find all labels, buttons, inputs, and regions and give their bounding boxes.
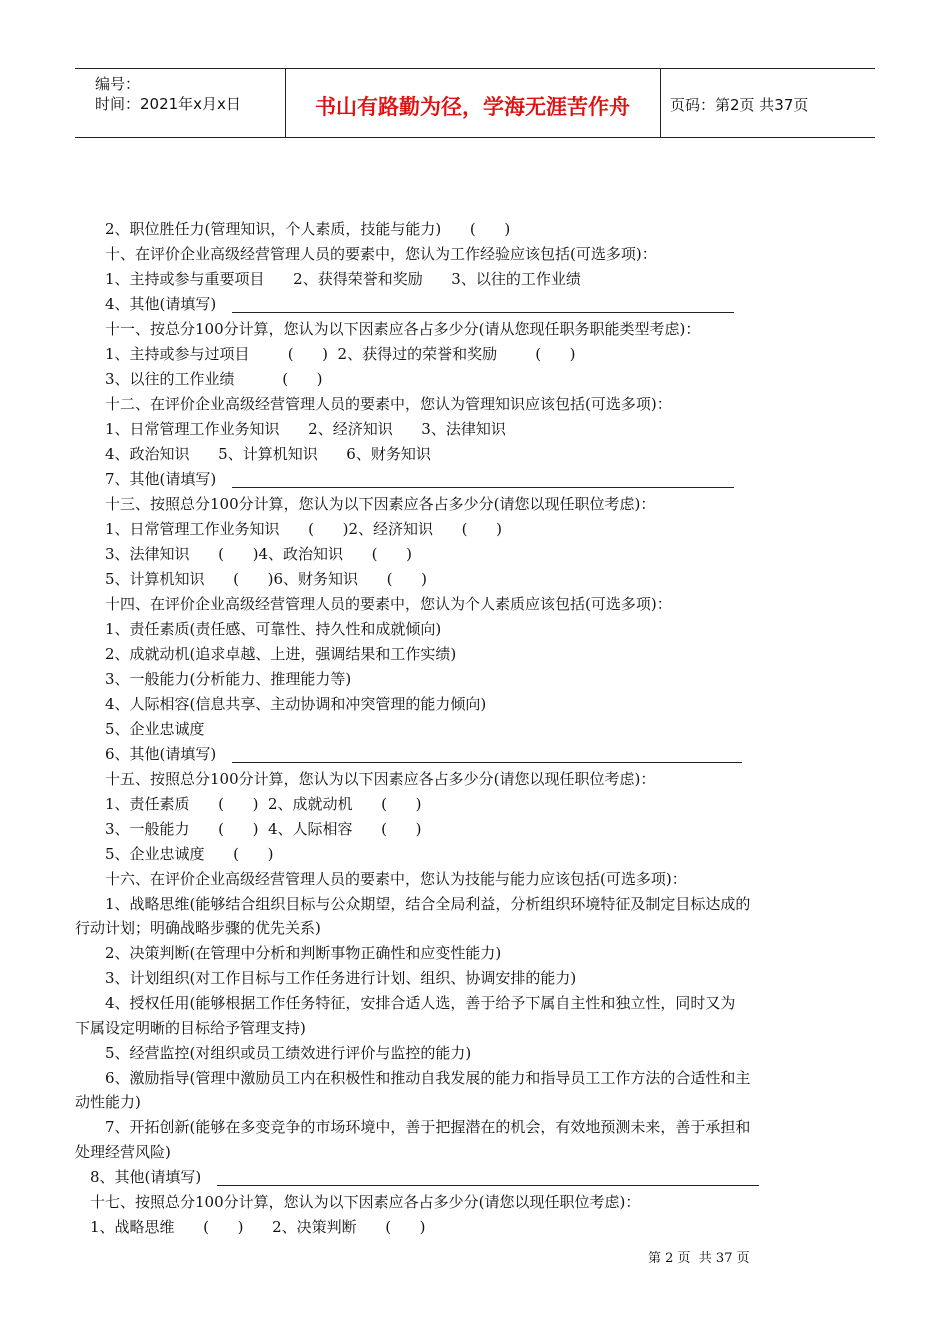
text-line: 行动计划；明确战略步骤的优先关系): [75, 919, 321, 937]
text-line: 3、以往的工作业绩 ( ): [105, 370, 323, 388]
text-line: 3、法律知识 ( )4、政治知识 ( ): [105, 545, 412, 563]
text-line: 7、开拓创新(能够在多变竞争的市场环境中，善于把握潜在的机会，有效地预测未来，善于承担和: [105, 1118, 751, 1136]
text-line: 十二、在评价企业高级经营管理人员的要素中，您认为管理知识应该包括(可选多项)：: [105, 395, 672, 413]
text-line: 4、授权任用(能够根据工作任务特征，安排合适人选，善于给予下属自主性和独立性，同时又为: [105, 994, 736, 1012]
text-line: 1、战略思维 ( ) 2、决策判断 ( ): [90, 1218, 426, 1236]
text-line: 2、职位胜任力(管理知识，个人素质，技能与能力) ( ): [105, 220, 511, 238]
text-line: 动性能力): [75, 1093, 141, 1111]
text-line: 处理经营风险): [75, 1143, 171, 1161]
text-line: 5、企业忠诚度 ( ): [105, 845, 274, 863]
text-line: 1、责任素质(责任感、可靠性、持久性和成就倾向): [105, 620, 442, 638]
text-line: 十五、按照总分100分计算，您认为以下因素应各占多少分(请您以现任职位考虑)：: [105, 770, 656, 788]
page-footer: 第 2 页 共 37 页: [648, 1251, 750, 1266]
text-line: 6、激励指导(管理中激励员工内在积极性和推动自我发展的能力和指导员工工作方法的合适性和主: [105, 1069, 751, 1087]
text-line: 4、人际相容(信息共享、主动协调和冲突管理的能力倾向): [105, 695, 487, 713]
text-line: 十三、按照总分100分计算，您认为以下因素应各占多少分(请您以现任职位考虑)：: [105, 495, 656, 513]
text-line: 1、责任素质 ( ) 2、成就动机 ( ): [105, 795, 422, 813]
fill-in-blank: [232, 487, 734, 488]
text-line: 1、日常管理工作业务知识 ( )2、经济知识 ( ): [105, 520, 502, 538]
text-line: 1、日常管理工作业务知识 2、经济知识 3、法律知识: [105, 420, 506, 438]
text-line: 5、经营监控(对组织或员工绩效进行评价与监控的能力): [105, 1044, 472, 1062]
text-line: 十四、在评价企业高级经营管理人员的要素中，您认为个人素质应该包括(可选多项)：: [105, 595, 672, 613]
text-line: 3、计划组织(对工作目标与工作任务进行计划、组织、协调安排的能力): [105, 969, 577, 987]
text-line: 十七、按照总分100分计算，您认为以下因素应各占多少分(请您以现任职位考虑)：: [90, 1193, 641, 1211]
text-line: 6、其他(请填写): [105, 745, 217, 763]
text-line: 7、其他(请填写): [105, 470, 217, 488]
text-line: 4、政治知识 5、计算机知识 6、财务知识: [105, 445, 431, 463]
header-motto: 书山有路勤为径，学海无涯苦作舟: [315, 95, 630, 119]
text-line: 2、决策判断(在管理中分析和判断事物正确性和应变性能力): [105, 944, 502, 962]
text-line: 下属设定明晰的目标给予管理支持): [75, 1019, 306, 1037]
text-line: 5、计算机知识 ( )6、财务知识 ( ): [105, 570, 427, 588]
text-line: 3、一般能力(分析能力、推理能力等): [105, 670, 352, 688]
fill-in-blank: [217, 1185, 759, 1186]
text-line: 十一、按总分100分计算，您认为以下因素应各占多少分(请从您现任职务职能类型考虑)：: [105, 320, 701, 338]
text-line: 十六、在评价企业高级经营管理人员的要素中，您认为技能与能力应该包括(可选多项)：: [105, 870, 687, 888]
page-number-label: 页码：第2页 共37页: [670, 96, 809, 114]
text-line: 1、主持或参与重要项目 2、获得荣誉和奖励 3、以往的工作业绩: [105, 270, 581, 288]
text-line: 5、企业忠诚度: [105, 720, 205, 738]
code-label: 编号：: [95, 75, 141, 93]
text-line: 8、其他(请填写): [90, 1168, 202, 1186]
time-label: 时间：2021年x月x日: [95, 95, 241, 113]
text-line: 十、在评价企业高级经营管理人员的要素中，您认为工作经验应该包括(可选多项)：: [105, 245, 657, 263]
text-line: 4、其他(请填写): [105, 295, 217, 313]
text-line: 1、战略思维(能够结合组织目标与公众期望，结合全局利益，分析组织环境特征及制定目标达成的: [105, 895, 751, 913]
fill-in-blank: [232, 312, 734, 313]
fill-in-blank: [232, 762, 742, 763]
text-line: 3、一般能力 ( ) 4、人际相容 ( ): [105, 820, 422, 838]
text-line: 1、主持或参与过项目 ( ) 2、获得过的荣誉和奖励 ( ): [105, 345, 576, 363]
text-line: 2、成就动机(追求卓越、上进，强调结果和工作实绩): [105, 645, 457, 663]
